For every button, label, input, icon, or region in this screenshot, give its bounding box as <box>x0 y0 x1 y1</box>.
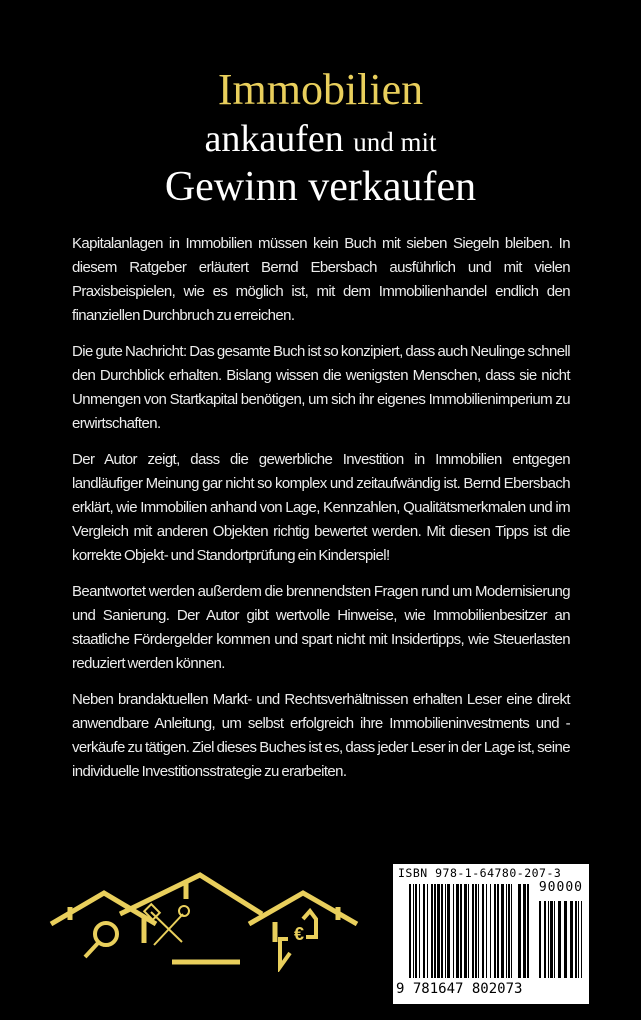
title-line-3: Gewinn verkaufen <box>164 164 477 210</box>
barcode-bar <box>464 884 467 978</box>
barcode-bar <box>486 884 487 978</box>
barcode-bar <box>548 901 549 978</box>
barcode-bar <box>434 884 436 978</box>
barcode-bar <box>478 884 479 978</box>
houses-logo <box>48 872 368 972</box>
barcode-bar <box>431 884 433 978</box>
barcode-bar <box>511 884 512 978</box>
barcode-bar <box>527 884 529 978</box>
barcode-bar <box>445 884 446 978</box>
barcode-bar <box>518 884 521 978</box>
ean-digits: 9 781647 802073 <box>396 981 523 997</box>
barcode-bar <box>413 884 414 978</box>
barcode-bar <box>409 884 411 978</box>
barcode-bar <box>570 901 573 978</box>
title-line-2 <box>0 120 641 158</box>
barcode-bar <box>497 884 499 978</box>
barcode-bar <box>523 884 526 978</box>
paragraph: Kapitalanlagen in Immobilien müssen kein Buch mit sieben Siegeln bleiben. In diesem Ratgeber erläutert Bernd Ebersbach ausführlich und mit vielen Praxisbeispielen, wie es möglich ist, mit dem Immobilienhandel endlich den finanziellen Durchbruch zu erreichen. <box>72 235 570 324</box>
barcode-bar <box>490 884 491 978</box>
barcode-bar <box>456 884 459 978</box>
barcode-bar <box>539 901 541 978</box>
house-tools-icon <box>120 875 262 962</box>
barcode-bar <box>460 884 462 978</box>
barcode-bar <box>423 884 425 978</box>
barcode-bar <box>468 884 469 978</box>
barcode-bar <box>581 901 582 978</box>
barcode-bar <box>508 884 510 978</box>
paragraph: Neben brandaktuellen Markt- und Rechtsverhältnissen erhalten Leser eine direkt anwendbare Anleitung, um selbst erfolgreich ihre Immobilieninvestments und -verkäufe zu tätigen. Ziel dieses Buches ist es, dass jeder Leser in der Lage ist, seine individuelle Investitionsstrategie zu erarbeiten. <box>72 691 570 780</box>
barcode-bar <box>544 901 546 978</box>
barcode-bar <box>415 884 417 978</box>
barcode-bar <box>506 884 507 978</box>
barcode-bar <box>578 901 579 978</box>
barcode-bar <box>437 884 440 978</box>
barcode-bar <box>554 901 555 978</box>
paragraph: Die gute Nachricht: Das gesamte Buch ist so konzipiert, dass auch Neulinge schnell den Durchblick erhalten. Bislang wissen die wenigsten Menschen, dass sie nicht Unmengen von Startkapital benötigen, um sich ihr eigenes Immobilienimperium zu erwirtschaften. <box>72 343 570 432</box>
barcode-bar <box>575 901 577 978</box>
barcode-bar <box>441 884 443 978</box>
barcode-bar <box>475 884 477 978</box>
barcode-bar <box>427 884 428 978</box>
barcode-bar <box>453 884 454 978</box>
isbn-label: ISBN 978-1-64780-207-3 <box>398 866 562 880</box>
barcode-bar <box>472 884 474 978</box>
price-code: 90000 <box>538 880 583 895</box>
isbn-barcode <box>393 864 589 1004</box>
title-und-mit: und mit <box>353 127 437 157</box>
blurb <box>72 232 570 796</box>
barcode-bar <box>550 901 553 978</box>
euro-symbol: € <box>293 924 305 944</box>
barcode-bar <box>447 884 450 978</box>
barcode-bar <box>419 884 420 978</box>
barcode-bar <box>482 884 484 978</box>
paragraph: Beantwortet werden außerdem die brennendsten Fragen rund um Modernisierung und Sanierung. Der Autor gibt wertvolle Hinweise, wie Immobilienbesitzer an staatliche Fördergelder kommen und spart nicht mit Insidertipps, wie Steuerlasten reduziert werden können. <box>72 583 570 672</box>
barcode-bar <box>501 884 504 978</box>
barcode-bar <box>494 884 496 978</box>
barcode-bar <box>558 901 561 978</box>
title-line-1: Immobilien <box>217 65 424 114</box>
barcode-bar <box>564 901 567 978</box>
paragraph: Der Autor zeigt, dass die gewerbliche Investition in Immobilien entgegen landläufiger Meinung gar nicht so komplex und zeitaufwändig ist. Bernd Ebersbach erklärt, wie Immobilien anhand von Lage, Kennzahlen, Qualitätsmerkmalen und im Vergleich mit anderen Objekten richtig bewertet werden. Mit diesen Tipps ist die korrekte Objekt- und Standortprüfung ein Kinderspiel! <box>72 451 570 564</box>
title-ankaufen: ankaufen <box>204 118 344 160</box>
